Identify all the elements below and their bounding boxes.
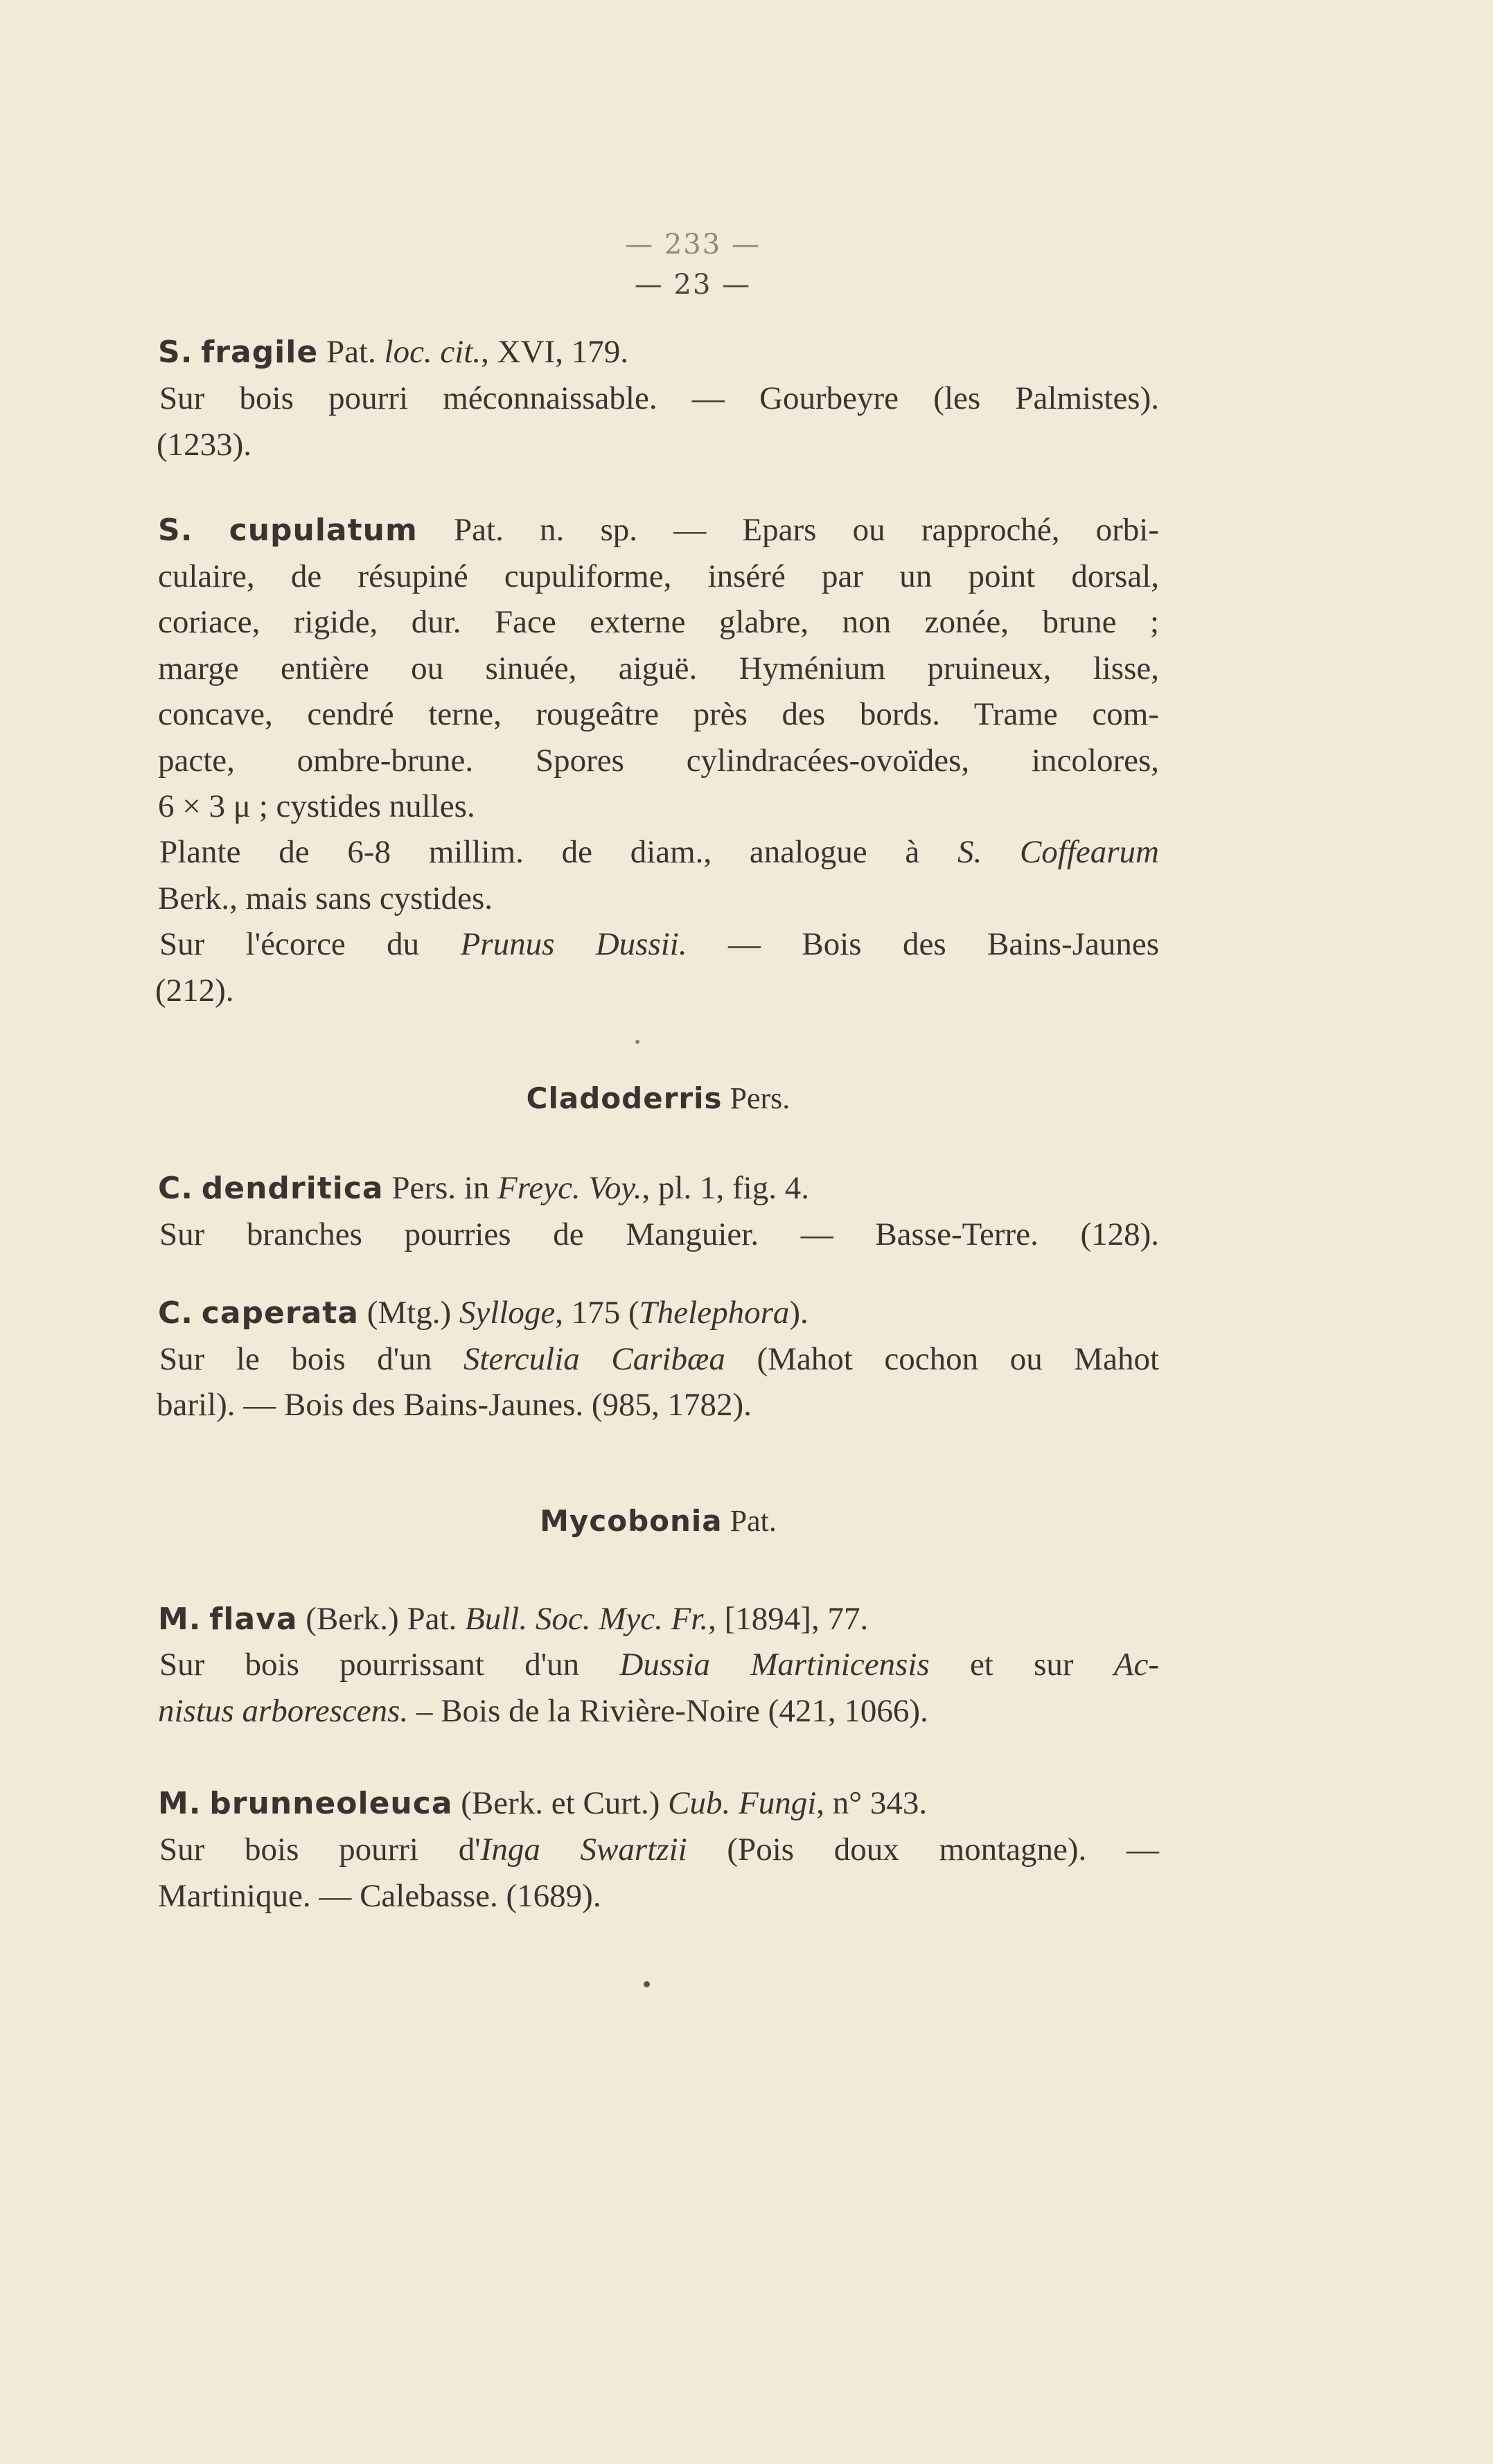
reference-rest: , XVI, 179. bbox=[481, 334, 628, 370]
entry-dendritica-line1: Sur branches pourries de Manguier. — Basse-Terre. (128). bbox=[159, 1216, 1159, 1252]
habitat-text: Sur bois pourri d' bbox=[159, 1832, 481, 1868]
reference-rest: , pl. 1, fig. 4. bbox=[642, 1170, 809, 1206]
habitat-location: — Bois des Bains-Jaunes bbox=[728, 926, 1160, 962]
description-start: Pat. n. sp. — Epars ou rapproché, orbi- bbox=[454, 512, 1160, 548]
habitat-rest: (Pois doux montagne). — bbox=[727, 1832, 1159, 1868]
page-number: — 23 — bbox=[634, 269, 752, 301]
author: Pers. in bbox=[391, 1170, 490, 1206]
entry-brunneoleuca-title bbox=[158, 1782, 1159, 1825]
entry-cupulatum-number: (212). bbox=[155, 973, 234, 1009]
abbr: S. bbox=[158, 513, 193, 548]
entry-caperata-line1 bbox=[159, 1338, 1159, 1380]
entry-cupulatum-line: culaire, de résupiné cupuliforme, inséré par un point dorsal, bbox=[158, 558, 1159, 594]
entry-fragile-line2: (1233). bbox=[157, 427, 252, 463]
species-epithet: dendritica bbox=[201, 1171, 384, 1206]
habitat-italic-2: Ac- bbox=[1113, 1647, 1159, 1683]
entry-cupulatum-line: marge entière ou sinuée, aiguë. Hyménium pruineux, lisse, bbox=[158, 650, 1159, 686]
speck bbox=[644, 1981, 650, 1987]
species-epithet: cupulatum bbox=[229, 513, 418, 548]
habitat-italic: Sterculia Caribæa bbox=[463, 1341, 725, 1377]
reference-italic-genus: Thelephora bbox=[639, 1295, 790, 1331]
genus-name: Cladoderris bbox=[526, 1081, 723, 1115]
reference-rest: , n° 343. bbox=[816, 1785, 928, 1821]
entry-cupulatum-line: coriace, rigide, dur. Face externe glabre, non zonée, brune ; bbox=[158, 604, 1159, 640]
entry-cupulatum-line: pacte, ombre-brune. Spores cylindracées-ovoïdes, incolores, bbox=[158, 743, 1159, 779]
entry-fragile-line1: Sur bois pourri méconnaissable. — Gourbeyre (les Palmistes). bbox=[159, 380, 1159, 416]
entry-cupulatum-line: concave, cendré terne, rougeâtre près des bords. Trame com- bbox=[158, 696, 1159, 732]
author: (Berk. et Curt.) bbox=[461, 1785, 660, 1821]
habitat-italic: Prunus Dussii. bbox=[460, 926, 687, 962]
habitat-rest: (Mahot cochon ou Mahot bbox=[757, 1341, 1160, 1377]
reference-italic: Bull. Soc. Myc. Fr. bbox=[465, 1601, 709, 1637]
entry-fragile-title bbox=[158, 331, 1159, 373]
genus-name: Mycobonia bbox=[540, 1504, 723, 1538]
reference-rest: , [1894], 77. bbox=[708, 1601, 869, 1637]
entry-caperata-line2: baril). — Bois des Bains-Jaunes. (985, 1782). bbox=[157, 1387, 752, 1423]
entry-brunneoleuca-line1 bbox=[159, 1829, 1159, 1870]
author: (Mtg.) bbox=[366, 1295, 452, 1331]
reference-end: ). bbox=[789, 1295, 809, 1331]
abbr: C. bbox=[158, 1295, 194, 1331]
host-italic: nistus arborescens. bbox=[158, 1693, 409, 1729]
entry-dendritica-title bbox=[158, 1167, 1159, 1209]
location-text: – Bois de la Rivière-Noire (421, 1066). bbox=[416, 1693, 928, 1729]
page-number-old: — 233 — bbox=[625, 229, 761, 260]
habitat-rest: et sur bbox=[969, 1647, 1074, 1683]
reference-italic: Freyc. Voy. bbox=[497, 1170, 642, 1206]
genus-heading-mycobonia bbox=[0, 1503, 1316, 1539]
species-epithet: brunneoleuca bbox=[209, 1786, 453, 1821]
genus-author: Pers. bbox=[730, 1081, 790, 1115]
speck bbox=[635, 1040, 639, 1044]
habitat-italic: Inga Swartzii bbox=[480, 1832, 687, 1868]
entry-brunneoleuca-line2: Martinique. — Calebasse. (1689). bbox=[158, 1878, 601, 1914]
entry-cupulatum-last-line: 6 × 3 μ ; cystides nulles. bbox=[158, 788, 475, 824]
abbr: C. bbox=[158, 1171, 194, 1206]
habitat-italic: Dussia Martinicensis bbox=[619, 1647, 930, 1683]
entry-caperata-title bbox=[158, 1292, 1159, 1334]
entry-flava-title bbox=[158, 1598, 1159, 1640]
genus-author: Pat. bbox=[730, 1504, 777, 1538]
species-epithet: caperata bbox=[201, 1295, 359, 1331]
entry-cupulatum-title bbox=[158, 509, 1159, 551]
habitat-text: Sur bois pourrissant d'un bbox=[159, 1647, 580, 1683]
habitat-text: Sur le bois d'un bbox=[159, 1341, 432, 1377]
entry-flava-line1 bbox=[159, 1644, 1159, 1685]
reference-italic: Cub. Fungi bbox=[668, 1785, 817, 1821]
plante-italic: S. Coffearum bbox=[957, 834, 1159, 870]
reference-italic: Sylloge bbox=[459, 1295, 556, 1331]
abbr: M. bbox=[158, 1786, 202, 1821]
abbr: M. bbox=[158, 1602, 202, 1637]
entry-cupulatum-berk: Berk., mais sans cystides. bbox=[158, 880, 493, 916]
entry-flava-line2 bbox=[158, 1690, 1159, 1732]
reference-italic: loc. cit. bbox=[384, 334, 482, 370]
plante-text: Plante de 6-8 millim. de diam., analogue à bbox=[159, 834, 920, 870]
species-epithet: flava bbox=[209, 1602, 298, 1637]
reference-rest: , 175 ( bbox=[555, 1295, 639, 1331]
habitat-text: Sur l'écorce du bbox=[159, 926, 420, 962]
entry-cupulatum-habitat bbox=[159, 923, 1159, 965]
author: (Berk.) Pat. bbox=[306, 1601, 457, 1637]
species-epithet: fragile bbox=[201, 335, 319, 370]
genus-heading-cladoderris bbox=[0, 1081, 1316, 1116]
abbr: S. bbox=[158, 335, 193, 370]
author: Pat. bbox=[326, 334, 376, 370]
entry-cupulatum-plante bbox=[159, 831, 1159, 873]
